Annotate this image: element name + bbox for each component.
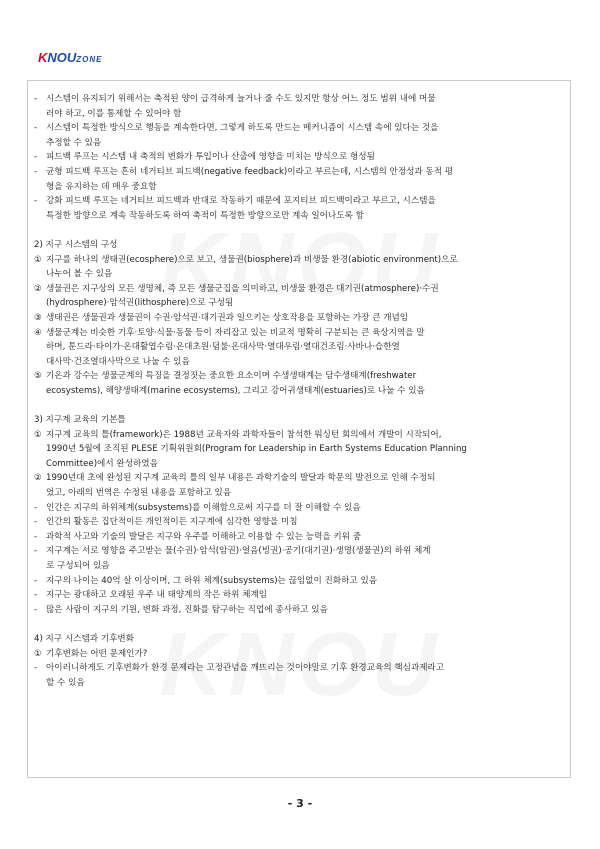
list-marker: ② <box>34 473 42 484</box>
text-line <box>34 92 564 107</box>
text-line <box>34 501 564 516</box>
logo-zone: ZONE <box>76 55 103 64</box>
line-text: 3) 지구계 교육의 기본틀 <box>34 415 126 426</box>
text-line <box>34 194 564 209</box>
list-marker: ① <box>34 254 42 265</box>
list-marker <box>34 209 46 224</box>
text-line <box>34 471 564 486</box>
line-text: 러야 하고, 이를 통제할 수 있어야 함 <box>46 108 182 119</box>
line-text: 기후변화는 어떤 문제인가? <box>46 648 148 659</box>
line-text: 지구의 나이는 40억 살 이상이며, 그 하위 체계(subsystems)는 끊임없이 진화하고 있음 <box>46 575 378 586</box>
text-line <box>34 384 564 399</box>
list-marker <box>34 107 46 122</box>
paragraph-gap <box>34 617 564 632</box>
section-heading <box>34 413 564 428</box>
list-marker <box>34 442 46 457</box>
line-text: 과학적 사고와 기술의 발달은 지구와 우주를 이해하고 이용할 수 있는 능력을 키워 줌 <box>46 531 362 542</box>
text-line <box>34 442 564 457</box>
text-line <box>34 165 564 180</box>
list-marker: - <box>34 152 38 163</box>
text-line <box>34 428 564 443</box>
line-text: 시스템이 특정한 방식으로 행동을 계속한다면, 그렇게 하도록 만드는 메커니즘이 시스템 속에 있다는 것을 <box>46 123 439 134</box>
line-text: 생물권은 지구상의 모든 생명체, 즉 모든 생물군집을 의미하고, 비생물 환경은 대기권(atmosphere)·수권 <box>46 283 439 294</box>
page-number: - 3 - <box>287 797 313 810</box>
list-marker: - <box>34 590 38 601</box>
line-text: 지구계 교육의 틀(framework)은 1988년 교육자와 과학자들이 참석한 워싱턴 회의에서 개발이 시작되어, <box>46 429 442 440</box>
line-text: 균형 피드백 루프는 흔히 네거티브 피드백(negative feedback)이라고 부르는데, 시스템의 안정성과 동적 평 <box>46 166 454 177</box>
text-line <box>34 559 564 574</box>
list-marker <box>34 559 46 574</box>
line-text: 1990년대 초에 완성된 지구계 교육의 틀의 일부 내용은 과학기술의 발달과 학문의 발전으로 인해 수정되 <box>46 473 436 484</box>
paragraph-gap <box>34 398 564 413</box>
text-line <box>34 296 564 311</box>
line-text: 할 수 있음 <box>46 677 85 688</box>
list-marker: ⑤ <box>34 371 42 382</box>
list-marker <box>34 486 46 501</box>
line-text: 생태권은 생물권과 생물권이 수권·암석권·대기권과 일으키는 상호작용을 포함하는 가장 큰 개념임 <box>46 312 409 323</box>
list-marker: - <box>34 94 38 104</box>
text-line <box>34 574 564 589</box>
text-line <box>34 209 564 224</box>
line-text: 2) 지구 시스템의 구성 <box>34 239 118 250</box>
text-line <box>34 136 564 151</box>
line-text: ecosystems), 해양생태계(marine ecosystems), 그리고 강어귀생태계(estuaries)로 나눌 수 있음 <box>46 385 425 396</box>
line-text: 지구계는 서로 영향을 주고받는 물(수권)·암석(암권)·얼음(빙권)·공기(대기권)·생명(생물권)의 하위 체계 <box>46 546 431 557</box>
list-marker: - <box>34 123 38 134</box>
text-line <box>34 253 564 268</box>
list-marker: - <box>34 604 38 615</box>
list-marker: ③ <box>34 312 42 323</box>
list-marker <box>34 340 46 355</box>
list-marker <box>34 384 46 399</box>
text-line <box>34 486 564 501</box>
text-line <box>34 267 564 282</box>
list-marker: - <box>34 196 38 207</box>
text-line <box>34 340 564 355</box>
knouzone-logo <box>38 50 103 65</box>
text-line <box>34 544 564 559</box>
text-line <box>34 150 564 165</box>
list-marker: - <box>34 502 38 513</box>
text-line <box>34 515 564 530</box>
text-line <box>34 326 564 341</box>
section-heading <box>34 632 564 647</box>
text-line <box>34 588 564 603</box>
line-text: 강화 피드백 루프는 네거티브 피드백과 반대로 작동하기 때문에 포지티브 피드백이라고 부르고, 시스템을 <box>46 196 436 207</box>
line-text: 나누어 볼 수 있음 <box>46 269 113 280</box>
list-marker: - <box>34 531 38 542</box>
list-marker: - <box>34 546 38 557</box>
list-marker: - <box>34 166 38 177</box>
text-line <box>34 121 564 136</box>
list-marker: - <box>34 663 38 674</box>
text-line <box>34 603 564 618</box>
list-marker <box>34 355 46 370</box>
list-marker: ① <box>34 648 42 659</box>
line-text: 형을 유지하는 데 매우 중요함 <box>46 181 157 192</box>
line-text: 많은 사람이 지구의 기원, 변화 과정, 진화를 탐구하는 직업에 종사하고 있음 <box>46 604 328 615</box>
line-text: 피드백 루프는 시스템 내 축적의 변화가 투입이나 산출에 영향을 미치는 방식으로 형성됨 <box>46 152 375 163</box>
line-text: 지구는 광대하고 오래된 우주 내 태양계의 작은 하위 체계임 <box>46 590 268 601</box>
text-line <box>34 355 564 370</box>
line-text: Committee)에서 완성하였음 <box>46 458 158 469</box>
line-text: 특정한 방향으로 계속 작동하도록 하여 축적이 특정한 방향으로만 계속 일어나도록 함 <box>46 210 364 221</box>
logo-nou: NOU <box>47 50 77 65</box>
document-body <box>34 92 564 690</box>
line-text: 1990년 5월에 조직된 PLESE 기획위원회(Program for Leadership in Earth Systems Education Planning <box>46 444 467 455</box>
line-text: (hydrosphere)·암석권(lithosphere)으로 구성됨 <box>46 298 234 309</box>
list-marker <box>34 136 46 151</box>
text-line <box>34 311 564 326</box>
section-heading <box>34 238 564 253</box>
text-line <box>34 107 564 122</box>
line-text: 었고, 아래의 번역은 수정된 내용을 포함하고 있음 <box>46 488 232 499</box>
line-text: 대사막·건조열대사막으로 나눌 수 있음 <box>46 356 190 367</box>
list-marker <box>34 676 46 691</box>
line-text: 인간의 활동은 집단적이든 개인적이든 지구계에 심각한 영향을 미침 <box>46 517 298 528</box>
line-text: 4) 지구 시스템과 기후변화 <box>34 633 135 644</box>
text-line <box>34 457 564 472</box>
list-marker: - <box>34 517 38 528</box>
text-line <box>34 530 564 545</box>
line-text: 추정할 수 있음 <box>46 137 102 148</box>
text-line <box>34 282 564 297</box>
text-line <box>34 647 564 662</box>
list-marker <box>34 457 46 472</box>
list-marker <box>34 180 46 195</box>
list-marker: ① <box>34 429 42 440</box>
line-text: 기온과 강수는 생물군계의 특징을 결정짓는 중요한 요소이며 수생생태계는 담수생태계(freshwater <box>46 371 417 382</box>
line-text: 시스템이 유지되기 위해서는 축적된 양이 급격하게 늘거나 줄 수도 있지만 항상 어느 정도 범위 내에 머물 <box>46 94 436 104</box>
line-text: 지구를 하나의 생태권(ecosphere)으로 보고, 생물권(biosphere)과 비생물 환경(abiotic environment)으로 <box>46 254 458 265</box>
line-text: 하며, 툰드라·타이가·온대활엽수림·온대초원·덤불·온대사막·열대우림·열대건조림·사바나·습한열 <box>46 342 400 353</box>
logo-k: K <box>38 50 48 65</box>
list-marker: ④ <box>34 327 42 338</box>
list-marker <box>34 296 46 311</box>
text-line <box>34 676 564 691</box>
text-line <box>34 180 564 195</box>
text-line <box>34 661 564 676</box>
line-text: 생물군계는 비슷한 기후·토양·식물·동물 등이 자리잡고 있는 비교적 명확히 구분되는 큰 육상지역을 말 <box>46 327 425 338</box>
paragraph-gap <box>34 223 564 238</box>
list-marker: ② <box>34 283 42 294</box>
list-marker <box>34 267 46 282</box>
line-text: 아이러니하게도 기후변화가 환경 문제라는 고정관념을 깨뜨리는 것이야말로 기후 환경교육의 핵심과제라고 <box>46 663 445 674</box>
list-marker: - <box>34 575 38 586</box>
line-text: 로 구성되어 있음 <box>46 561 110 571</box>
text-line <box>34 369 564 384</box>
line-text: 인간은 지구의 하위체계(subsystems)를 이해함으로써 지구를 더 잘 이해할 수 있음 <box>46 502 361 513</box>
